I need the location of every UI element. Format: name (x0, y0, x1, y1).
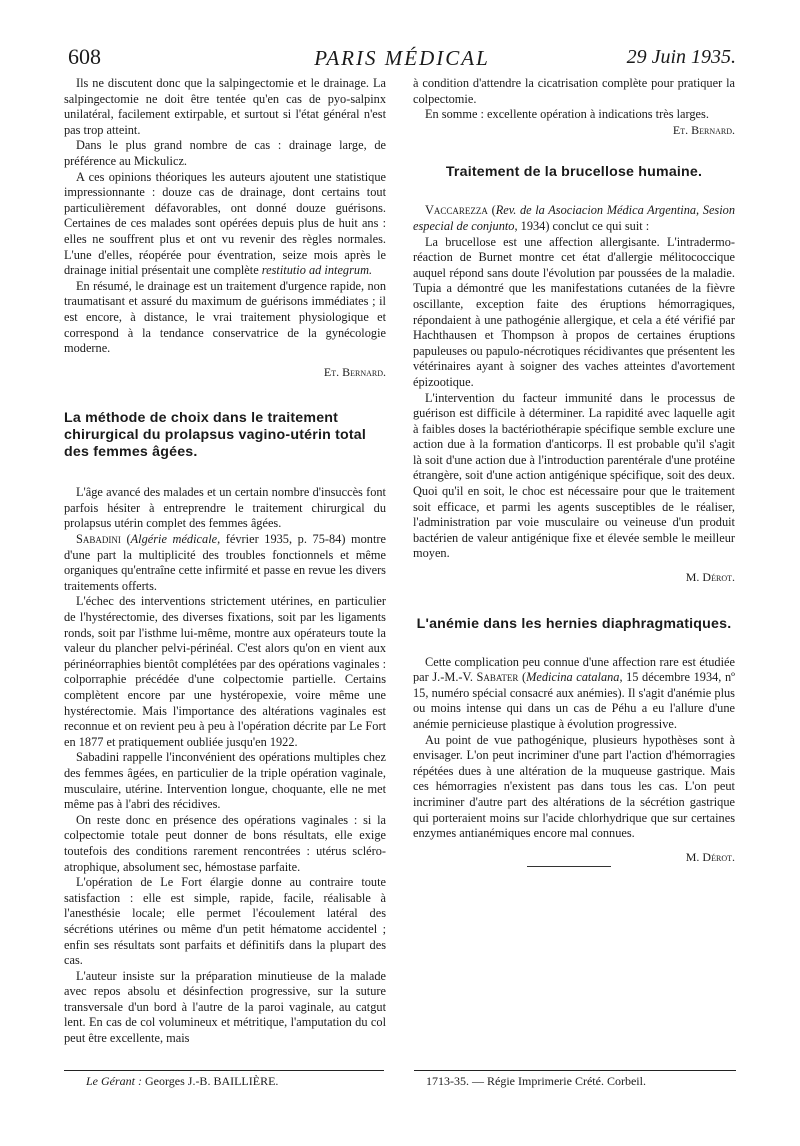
paragraph: L'échec des interventions strictement utérines, en particulier de l'hystérectomie, des diverses fixations, soit par les ligaments ronds, soit par l'isthme lui-même, montre aux opérateurs toute la valeur du plancher pelvi-périnéal. C'est alors qu'on en vient aux périnéorraphies bientôt complétées par des opérations vaginales : colporraphie précédée d'une colpectomie partielle. Certains complètent encore par une hystéropexie, voire même une hystérectomie. Mais l'importance des altérations vaginales est reconnue et on revient peu à peu à l'opération décrite par Le Fort en 1877 et pratiquement oubliée jusqu'en 1922. (64, 594, 386, 749)
end-rule (527, 866, 611, 867)
paragraph-text: A ces opinions théoriques les auteurs ajoutent une statistique impressionnante : douze cas de drainage, dont certains tout particulièrement défavorables, ont donné douze guérisons. Certaines de ces malades sont opérées depuis plus de huit ans : elles ne souffrent plus et ont vu revenir des règles normales. L'une d'elles, réopérée pour éventration, seize mois après le drainage initial présentait une complète (64, 169, 386, 278)
author-signature: M. Dérot. (685, 849, 735, 864)
issue-date: 29 Juin 1935. (626, 46, 736, 68)
article-heading: La méthode de choix dans le traitement chirurgical du prolapsus vagino-utérin total des femmes âgées. (64, 410, 367, 461)
paragraph: L'auteur insiste sur la préparation minutieuse de la malade avec repos absolu et désinfection progressive, sur la suture transversale d'un bord à l'autre de la paroi vaginale, au catgut lent. En cas de col volumineux et métritique, l'amputation du col peut être excellente, mais (64, 968, 386, 1046)
journal-name: Rev. de la Asociacion Médica Argentina, Sesion especial de conjunto (413, 203, 736, 233)
cited-author: Sabater (476, 670, 519, 685)
paragraph: L'opération de Le Fort élargie donne au contraire toute satisfaction : elle est simple, rapide, facile, réalisable à l'anesthésie locale; elle permet l'écoulement latéral des sécrétions utérines ou même d'un petit hématome accidentel ; enfin ses résultats sont parfaits et définitifs dans la plupart des cas. (64, 875, 386, 968)
page-footer (64, 1070, 736, 1096)
footer-printer: 1713-35. — Régie Imprimerie Crété. Corbeil. (426, 1074, 646, 1088)
article-heading: L'anémie dans les hernies diaphragmatiques. (416, 615, 732, 632)
page-number: 608 (68, 44, 101, 69)
right-column (413, 76, 735, 865)
paragraph: En somme : excellente opération à indications très larges. (425, 107, 709, 122)
paragraph: L'intervention du facteur immunité dans le processus de guérison est difficile à déterminer. La rapidité avec laquelle agit à faibles doses la bactériothérapie spécifique semble exclure une action due à la formation d'anticorps. Il est probable qu'il s'agit là soit d'une action due à l'introduction parentérale d'une protéine étrangère, soit d'une action antigénique spécifique, soit des deux. Quoi qu'il en soit, le choc est nécessaire pour que le traitement soit efficace, et parmi les agents susceptibles de le réaliser, l'administration par voie musculaire ou veineuse d'un produit bactérien de valeur antigénique fixe et élevée semble le meilleur moyen. (413, 390, 735, 561)
footer-gerant: Le Gérant : Georges J.-B. BAILLIÈRE. (86, 1074, 279, 1088)
paragraph: En résumé, le drainage est un traitement d'urgence rapide, non traumatisant et assuré du maximum de guérisons immédiates ; il est encore, à distance, le vrai traitement physiologique et correspond à la tendance conservatrice de la gynécologie moderne. (64, 278, 386, 356)
author-signature: Et. Bernard. (323, 364, 386, 379)
paragraph: On reste donc en présence des opérations vaginales : si la colpectomie totale peut donner de bons résultats, elle exige toutefois des conditions rarement rencontrées : utérus scléro-atrophique, absolument sec, hémostase parfaite. (64, 812, 386, 874)
page-header (68, 38, 736, 78)
paragraph (64, 170, 386, 279)
running-title: PARIS MÉDICAL (314, 46, 490, 70)
left-column (64, 76, 386, 1047)
author-signature: Et. Bernard. (672, 122, 735, 137)
footer-rule (414, 1070, 736, 1071)
journal-name: Algérie médicale (130, 532, 218, 547)
paragraph: Sabadini rappelle l'inconvénient des opérations multiples chez des femmes âgées, en particulier de la triple opération vaginale, musculaire, utérine. Intervention longue, choquante, elle ne met même pas à l'abri des récidives. (64, 750, 386, 812)
author-signature: M. Dérot. (685, 570, 735, 585)
cited-author: Sabadini (76, 532, 121, 547)
footer-rule (64, 1070, 384, 1071)
paragraph: à condition d'attendre la cicatrisation complète pour pratiquer la colpectomie. (413, 76, 735, 106)
cited-author: Vaccarezza (425, 203, 488, 218)
paragraph: Vaccarezza (Rev. de la Asociacion Médica Argentina, Sesion especial de conjunto, 1934) conclut ce qui suit : (413, 203, 736, 233)
paragraph: Cette complication peu connue d'une affection rare est étudiée par J.-M.-V. Sabater (Medicina catalana, 15 décembre 1934, nº 15, numéro spécial consacré aux anémies). Il s'agit d'anémie plus ou moins intense qui dans un cas de Péhu a eu l'allure d'une anémie pernicieuse plastique à évolution progressive. (413, 654, 735, 731)
latin-phrase: restitutio ad integrum. (261, 263, 373, 278)
article-heading: Traitement de la brucellose humaine. (445, 164, 703, 181)
journal-name: Medicina catalana (526, 670, 620, 685)
paragraph: La brucellose est une affection allergisante. L'intradermo-réaction de Burnet montre cet état d'allergie mélitococcique auquel répond sans doute l'évolution par poussées de la maladie. Tupia a démontré que les manifestations cutanées de la fièvre oscillante, exception faite des éruptions hémorragiques, répondaient à une pathogénie allergique, et cela a été vérifié par Hachthausen et Thompson à propos de certaines éruptions papuleuses ou papulo-nécrotiques récidivantes que présentent les vétérinaires ayant à soigner des vaches atteintes d'avortement épizootique. (413, 234, 735, 389)
paragraph: Sabadini (Algérie médicale, février 1935, p. 75-84) montre d'une part la multiplicité des troubles fonctionnels et même organiques qu'entraîne cette infirmité et passe en revue les divers traitements offerts. (64, 532, 386, 593)
paragraph: Dans le plus grand nombre de cas : drainage large, de préférence au Mickulicz. (64, 138, 386, 168)
paragraph: Ils ne discutent donc que la salpingectomie et le drainage. La salpingectomie ne doit être tentée qu'en cas de pyo-salpinx unilatéral, facilement extirpable, et surtout si l'état général n'est pas trop atteint. (64, 76, 386, 137)
paragraph: L'âge avancé des malades et un certain nombre d'insuccès font parfois hésiter à entreprendre le traitement chirurgical du prolapsus utérin complet des femmes âgées. (64, 485, 386, 531)
paragraph: Au point de vue pathogénique, plusieurs hypothèses sont à envisager. L'on peut incriminer d'une part l'action d'hémorragies répétées dues à une altération de la muqueuse gastrique. Mais ces hémorragies n'existent pas dans tous les cas. L'on peut incriminer d'autre part des altérations de la sécrétion gastrique qui porteraient moins sur l'acide chlorhydrique que sur certaines enzymes antianémiques encore mal connues. (413, 732, 735, 841)
